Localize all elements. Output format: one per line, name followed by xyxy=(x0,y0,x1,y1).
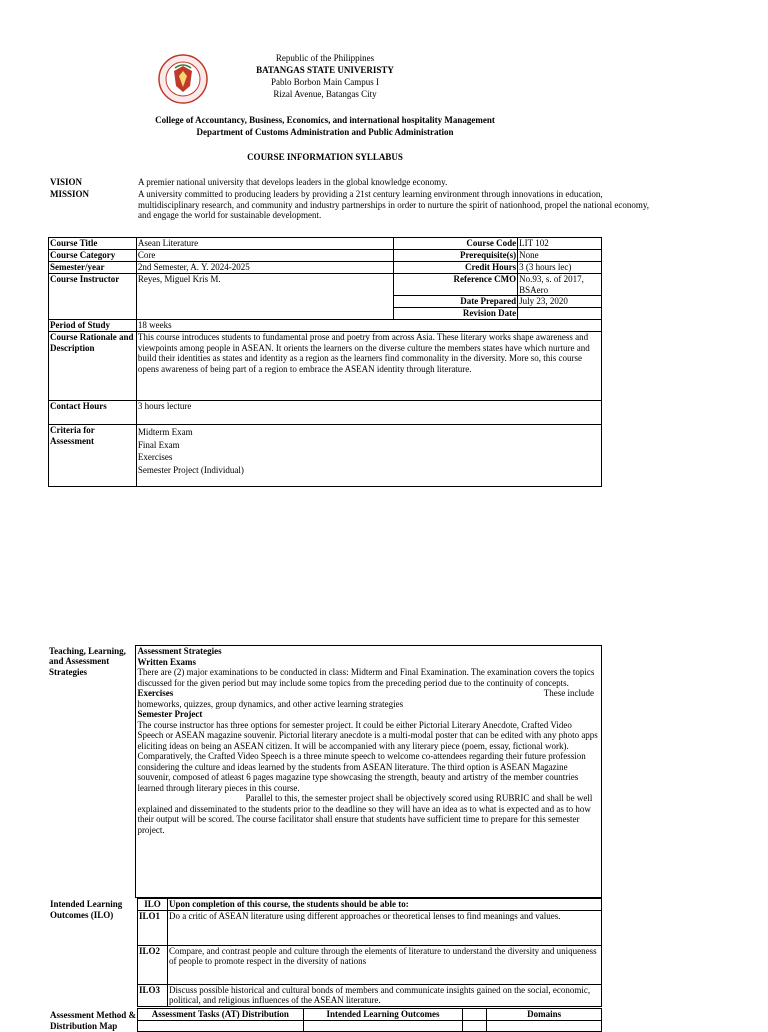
course-title-label: Course Title xyxy=(49,238,137,250)
blank-cell xyxy=(487,1020,602,1031)
assessment-tasks-header: Assessment Tasks (AT) Distribution xyxy=(138,1009,304,1021)
rationale-label: Course Rationale and Description xyxy=(49,332,137,401)
blank-cell xyxy=(303,1020,463,1031)
ilo-col-header: ILO xyxy=(138,899,168,911)
date-prepared-label: Date Prepared xyxy=(394,296,518,308)
ilo-text: Compare, and contrast people and culture through the elements of literature to understand the diversity and uniqueness of people to promote respect in the diversity of nations xyxy=(167,945,601,984)
assessment-table xyxy=(137,1008,602,1032)
semester-project-heading: Semester Project xyxy=(137,709,203,719)
ilo-table xyxy=(137,898,602,1007)
mission-text: A university committed to producing leaders by providing a 21st century learning environment through innovations in education, multidisciplinary research, and community and industry partnerships in order to nurture the spirit of nationhood, propel the national economy, and engage the world for sustainable development. xyxy=(138,189,650,220)
contact-hours-label: Contact Hours xyxy=(49,401,137,425)
vision-text: A premier national university that develops leaders in the global knowledge economy. xyxy=(138,177,448,187)
course-code: LIT 102 xyxy=(518,238,602,250)
written-exams-heading: Written Exams xyxy=(137,656,197,667)
reference-cmo-label: Reference CMO xyxy=(394,274,518,296)
revision-date-label: Revision Date xyxy=(394,308,518,320)
vision-label: VISION xyxy=(50,177,83,187)
contact-hours: 3 hours lecture xyxy=(136,401,601,425)
criteria-item: Exercises xyxy=(137,452,173,462)
exercises-text: homeworks, quizzes, group dynamics, and other active learning strategies xyxy=(137,698,404,709)
semester-project-text: The course instructor has three options for semester project. It could be either Pictorial Literary Anecdote, Crafted Video Speech or ASEAN magazine souvenir. Pictorial literary anecdote is a multi-modal poster that can be edited with any photo apps eliciting ideas on being an ASEAN citizen. It will be accompanied with any literary piece (poem, essay, fictional work). Comparatively, the Crafted Video Speech is a three minute speech to welcome co-attendees regarding their future profession considering the culture and ideas learned by the students from ASEAN literature. The third option is ASEAN Magazine souvenir, composed of atleast 6 pages magazine type showcasing the strength, beauty and artistry of the member countries learned through literary pieces in this course. xyxy=(137,719,598,793)
revision-date xyxy=(518,308,602,320)
ilo-text: Do a critic of ASEAN literature using different approaches or theoretical lenses to find meanings and values. xyxy=(167,910,601,945)
campus-address: Rizal Avenue, Batangas City xyxy=(273,89,377,99)
republic-line: Republic of the Philippines xyxy=(275,53,375,63)
blank-cell xyxy=(463,1009,487,1021)
reference-cmo: No.93, s. of 2017, BSAero xyxy=(518,274,602,296)
assessment-label: Assessment Method & Distribution Map xyxy=(50,1010,136,1031)
course-title: Asean Literature xyxy=(136,238,393,250)
ilo-code: ILO1 xyxy=(138,910,168,945)
course-category-label: Course Category xyxy=(49,250,137,262)
semester: 2nd Semester, A. Y. 2024-2025 xyxy=(136,262,393,274)
criteria-item: Final Exam xyxy=(137,439,180,450)
course-instructor-label: Course Instructor xyxy=(49,274,137,320)
credit-hours-label: Credit Hours xyxy=(394,262,518,274)
learning-outcomes-header: Intended Learning Outcomes xyxy=(303,1009,463,1021)
mission-label: MISSION xyxy=(50,189,90,199)
ilo-code: ILO3 xyxy=(138,984,168,1006)
college-name: College of Accountancy, Business, Economics, and international hospitality Management xyxy=(155,115,495,125)
parallel-text: Parallel to this, the semester project shall be objectively scored using RUBRIC and shall be well explained and disseminated to the students prior to the deadline so they will have an idea as to what is expected and as to how their output will be scored. The course facilitator shall ensure that students have sufficient time to prepare for this semester project. xyxy=(137,793,593,835)
period-label: Period of Study xyxy=(49,320,137,332)
blank-cell xyxy=(138,1020,304,1031)
semester-label: Semester/year xyxy=(49,262,137,274)
criteria-list xyxy=(136,425,601,487)
strategies-heading: Assessment Strategies xyxy=(137,646,222,656)
blank-cell xyxy=(463,1020,487,1031)
document-title: COURSE INFORMATION SYLLABUS xyxy=(247,152,403,162)
period: 18 weeks xyxy=(136,320,601,332)
ilo-text: Discuss possible historical and cultural bonds of members and communicate insights gained on the social, economic, political, and religious influences of the ASEAN literature. xyxy=(167,984,601,1006)
criteria-item: Midterm Exam xyxy=(137,427,193,437)
exercises-right-text: These include xyxy=(543,688,594,698)
course-code-label: Course Code xyxy=(394,238,518,250)
course-category: Core xyxy=(136,250,393,262)
date-prepared: July 23, 2020 xyxy=(518,296,602,308)
ilo-header-text: Upon completion of this course, the students should be able to: xyxy=(167,899,601,911)
course-info-table xyxy=(48,237,602,487)
written-exams-text: There are (2) major examinations to be conducted in class: Midterm and Final Examination. The examination covers the topics discussed for the given period but may include some topics from the preceding period due to the continuity of concepts. xyxy=(137,667,595,688)
strategies-table xyxy=(48,645,602,898)
prerequisite: None xyxy=(518,250,602,262)
ilo-code: ILO2 xyxy=(138,945,168,984)
ilo-label: Intended Learning Outcomes (ILO) xyxy=(50,899,123,920)
domains-header: Domains xyxy=(487,1009,602,1021)
strategies-content xyxy=(136,646,602,898)
university-name: BATANGAS STATE UNIVERISTY xyxy=(256,65,394,75)
department-name: Department of Customs Administration and Public Administration xyxy=(196,127,454,137)
rationale-text: This course introduces students to fundamental prose and poetry from across Asia. These literary works shape awareness and viewpoints among people in ASEAN. It orients the learners on the diverse culture the members states have which nurture and build their identities as states and identity as a region as the learners find commonality in the diversity. More so, this course opens awareness of being part of a region to embrace the ASEAN identity through literature. xyxy=(136,332,601,401)
criteria-item: Semester Project (Individual) xyxy=(137,464,244,475)
campus-name: Pablo Borbon Main Campus I xyxy=(271,77,379,87)
criteria-label: Criteria for Assessment xyxy=(49,425,137,487)
credit-hours: 3 (3 hours lec) xyxy=(518,262,602,274)
exercises-heading: Exercises xyxy=(137,688,174,698)
prerequisite-label: Prerequisite(s) xyxy=(394,250,518,262)
strategies-label: Teaching, Learning, and Assessment Strategies xyxy=(49,645,126,677)
course-instructor: Reyes, Miguel Kris M. xyxy=(136,274,393,320)
